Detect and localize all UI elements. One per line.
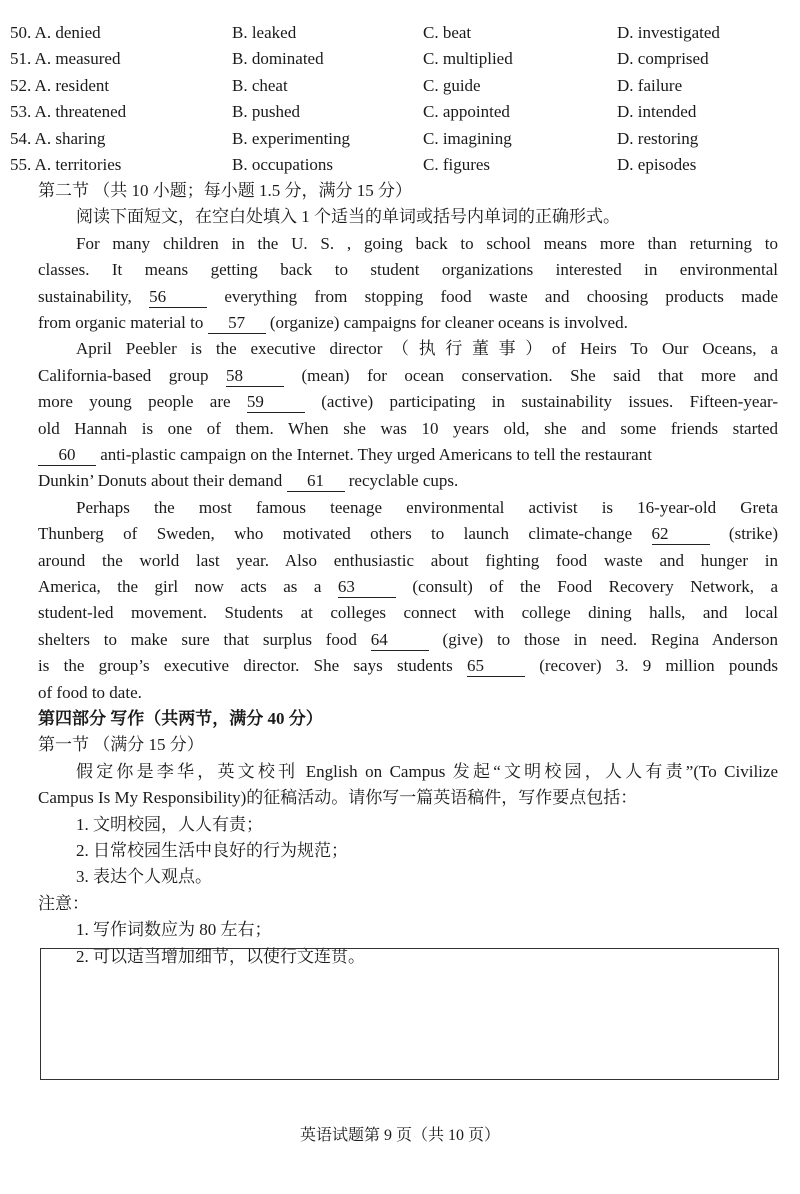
question-row	[0, 152, 800, 178]
text-segment: Perhaps the most famous teenage environmental activist is 16-year-old Greta	[76, 497, 778, 517]
option-b: B. cheat	[232, 75, 288, 95]
option-b: B. dominated	[232, 49, 324, 69]
text-segment: 3. 表达个人观点。	[76, 867, 212, 887]
text-segment: 2. 可以适当增加细节，以使行文连贯。	[76, 946, 365, 966]
blank-57[interactable]: 57	[208, 313, 266, 334]
blank-58[interactable]: 58	[226, 366, 284, 387]
blank-59[interactable]: 59	[247, 392, 305, 413]
text-segment: classes. It means getting back to student organizations interested in environmental	[38, 260, 778, 280]
option-a: 50. A. denied	[10, 23, 101, 42]
text-line	[76, 204, 778, 230]
text-line	[38, 521, 778, 547]
option-d: D. failure	[617, 75, 683, 95]
text-segment: 第二节 （共 10 小题；每小题 1.5 分，满分 15 分）	[38, 181, 412, 200]
text-segment: everything from stopping food waste and choosing products made	[207, 286, 778, 306]
text-line	[38, 363, 778, 389]
text-segment: 假定你是李华，英文校刊 English on Campus 发起“文明校园，人人有责”(To Civilize	[76, 761, 778, 781]
text-segment: 阅读下面短文，在空白处填入 1 个适当的单词或括号内单词的正确形式。	[76, 207, 620, 227]
option-a: 54. A. sharing	[10, 128, 106, 148]
blank-65[interactable]: 65	[467, 656, 525, 677]
question-row	[0, 46, 800, 72]
text-segment: 第四部分 写作（共两节，满分 40 分）	[38, 709, 323, 728]
text-line	[38, 600, 778, 626]
text-segment: anti-plastic campaign on the Internet. They urged Americans to tell the restaurant	[96, 445, 652, 464]
text-line	[38, 416, 778, 442]
text-segment: 2. 日常校园生活中良好的行为规范；	[76, 841, 348, 860]
text-line	[38, 178, 778, 204]
text-line	[38, 732, 778, 758]
text-line	[38, 574, 778, 600]
page-footer: 英语试题第 9 页（共 10 页）	[299, 1127, 500, 1144]
option-b: B. experimenting	[232, 128, 351, 148]
option-a: 51. A. measured	[10, 49, 121, 69]
text-line	[38, 785, 778, 811]
text-line	[76, 495, 778, 521]
text-line	[38, 389, 778, 415]
text-segment: April Peebler is the executive director（执行董事）of Heirs To Our Oceans, a	[76, 339, 778, 359]
text-line	[38, 257, 778, 283]
text-segment: America, the girl now acts as a	[38, 577, 338, 596]
text-line	[38, 310, 778, 336]
text-line	[38, 284, 778, 310]
text-segment: (mean) for ocean conservation. She said that more and	[283, 365, 778, 385]
text-segment: sustainability,	[38, 286, 150, 306]
option-a: 53. A. threatened	[10, 102, 127, 122]
text-segment: Thunberg of Sweden, who motivated others to launch climate-change	[38, 524, 652, 544]
text-line	[38, 891, 778, 917]
option-d: D. comprised	[617, 49, 709, 69]
blank-56[interactable]: 56	[149, 287, 207, 308]
text-line	[38, 706, 778, 732]
text-segment: shelters to make sure that surplus food	[38, 629, 371, 649]
blank-62[interactable]: 62	[652, 524, 710, 545]
text-segment: from organic material to	[38, 313, 208, 332]
text-segment: 注意：	[38, 893, 89, 913]
text-line	[76, 864, 778, 890]
option-c: C. multiplied	[423, 49, 513, 69]
option-b: B. occupations	[232, 155, 334, 174]
blank-64[interactable]: 64	[371, 630, 429, 651]
question-row	[0, 20, 800, 46]
option-c: C. beat	[423, 23, 472, 42]
option-c: C. figures	[423, 155, 491, 174]
text-line	[38, 442, 778, 468]
text-line	[38, 680, 778, 706]
text-segment: 第一节 （满分 15 分）	[38, 735, 204, 755]
text-line	[38, 548, 778, 574]
option-b: B. leaked	[232, 23, 297, 42]
text-segment: 1. 文明校园，人人有责；	[76, 814, 263, 834]
option-a: 52. A. resident	[10, 75, 110, 95]
blank-63[interactable]: 63	[338, 577, 396, 598]
text-segment: (give) to those in need. Regina Anderson	[428, 629, 778, 649]
text-segment: (recover) 3. 9 million pounds	[524, 656, 778, 676]
question-row	[0, 99, 800, 125]
question-row	[0, 126, 800, 152]
option-c: C. guide	[423, 75, 481, 95]
text-line	[76, 838, 778, 864]
option-a: 55. A. territories	[10, 155, 122, 174]
text-segment: recyclable cups.	[344, 471, 459, 491]
option-c: C. imagining	[423, 128, 512, 148]
text-line	[76, 812, 778, 838]
answer-writing-box[interactable]	[40, 948, 779, 1080]
text-segment: (organize) campaigns for cleaner oceans is involved.	[265, 313, 628, 332]
text-segment: is the group’s executive director. She says students	[38, 656, 467, 676]
option-d: D. investigated	[617, 23, 720, 42]
text-segment: 1. 写作词数应为 80 左右；	[76, 920, 272, 940]
text-segment: old Hannah is one of them. When she was 10 years old, she and some friends started	[38, 418, 778, 438]
text-segment: (active) participating in sustainability issues. Fifteen-year-	[304, 392, 778, 412]
text-segment: around the world last year. Also enthusiastic about fighting food waste and hunger in	[38, 550, 778, 570]
text-segment: student-led movement. Students at colleges connect with college dining halls, and local	[38, 603, 778, 623]
text-segment: more young people are	[38, 392, 247, 412]
text-segment: Dunkin’ Donuts about their demand	[38, 471, 287, 491]
option-c: C. appointed	[423, 102, 510, 122]
text-segment: of food to date.	[38, 682, 142, 702]
text-line	[38, 653, 778, 679]
option-b: B. pushed	[232, 102, 300, 122]
text-line	[38, 468, 778, 494]
option-d: D. episodes	[617, 155, 697, 174]
text-line	[76, 917, 778, 943]
blank-60[interactable]: 60	[38, 445, 96, 466]
blank-61[interactable]: 61	[287, 471, 345, 492]
text-segment: (consult) of the Food Recovery Network, a	[395, 577, 778, 596]
text-segment: California-based group	[38, 365, 226, 385]
text-segment: (strike)	[709, 524, 778, 544]
question-row	[0, 73, 800, 99]
text-line	[76, 231, 778, 257]
text-line	[38, 627, 778, 653]
text-line	[76, 336, 778, 362]
text-segment: Campus Is My Responsibility)的征稿活动。请你写一篇英语稿件，写作要点包括：	[38, 788, 638, 808]
text-segment: For many children in the U. S. , going back to school means more than returning to	[76, 233, 778, 253]
option-d: D. restoring	[617, 128, 699, 148]
option-d: D. intended	[617, 102, 697, 122]
text-line	[76, 759, 778, 785]
